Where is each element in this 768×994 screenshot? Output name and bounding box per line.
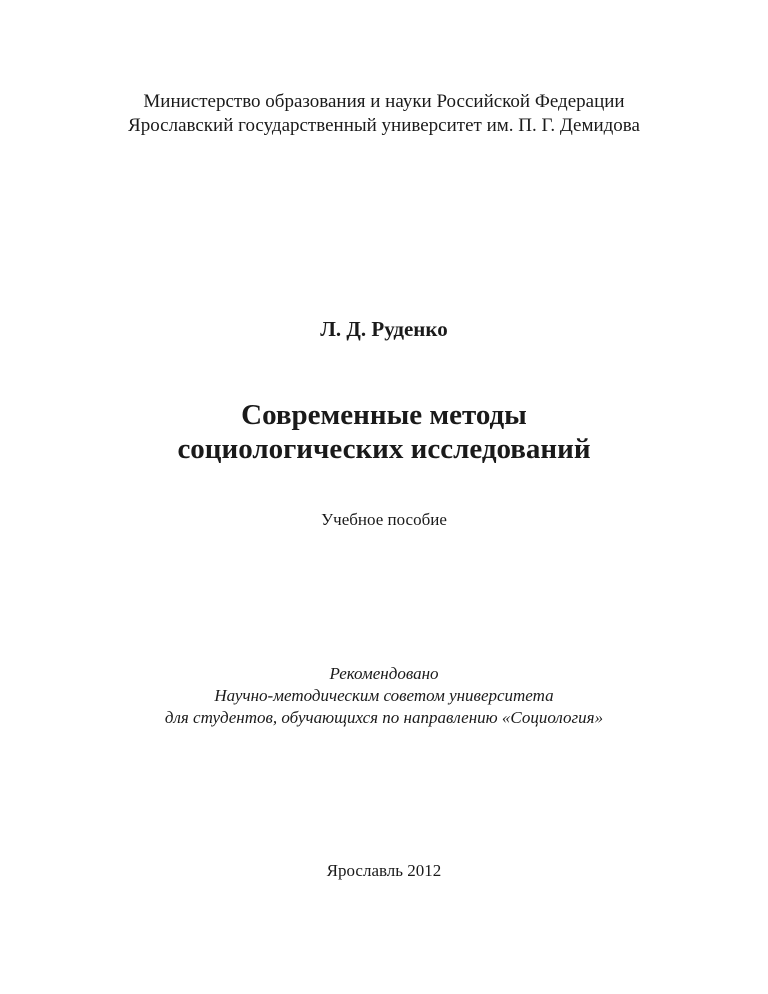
recommendation-line-3: для студентов, обучающихся по направлению «Социология»	[164, 708, 604, 727]
ministry-line: Министерство образования и науки Российской Федерации	[143, 91, 625, 112]
recommendation-line-1: Рекомендовано	[329, 664, 439, 683]
recommendation-line-2: Научно-методическим советом университета	[214, 686, 554, 705]
university-line: Ярославский государственный университет им. П. Г. Демидова	[128, 115, 640, 136]
book-title-line-2: социологических исследований	[177, 433, 591, 465]
city-year: Ярославль 2012	[326, 861, 442, 880]
author-name: Л. Д. Руденко	[320, 317, 448, 341]
book-subtitle: Учебное пособие	[321, 510, 447, 529]
book-title-line-1: Современные методы	[241, 399, 527, 431]
